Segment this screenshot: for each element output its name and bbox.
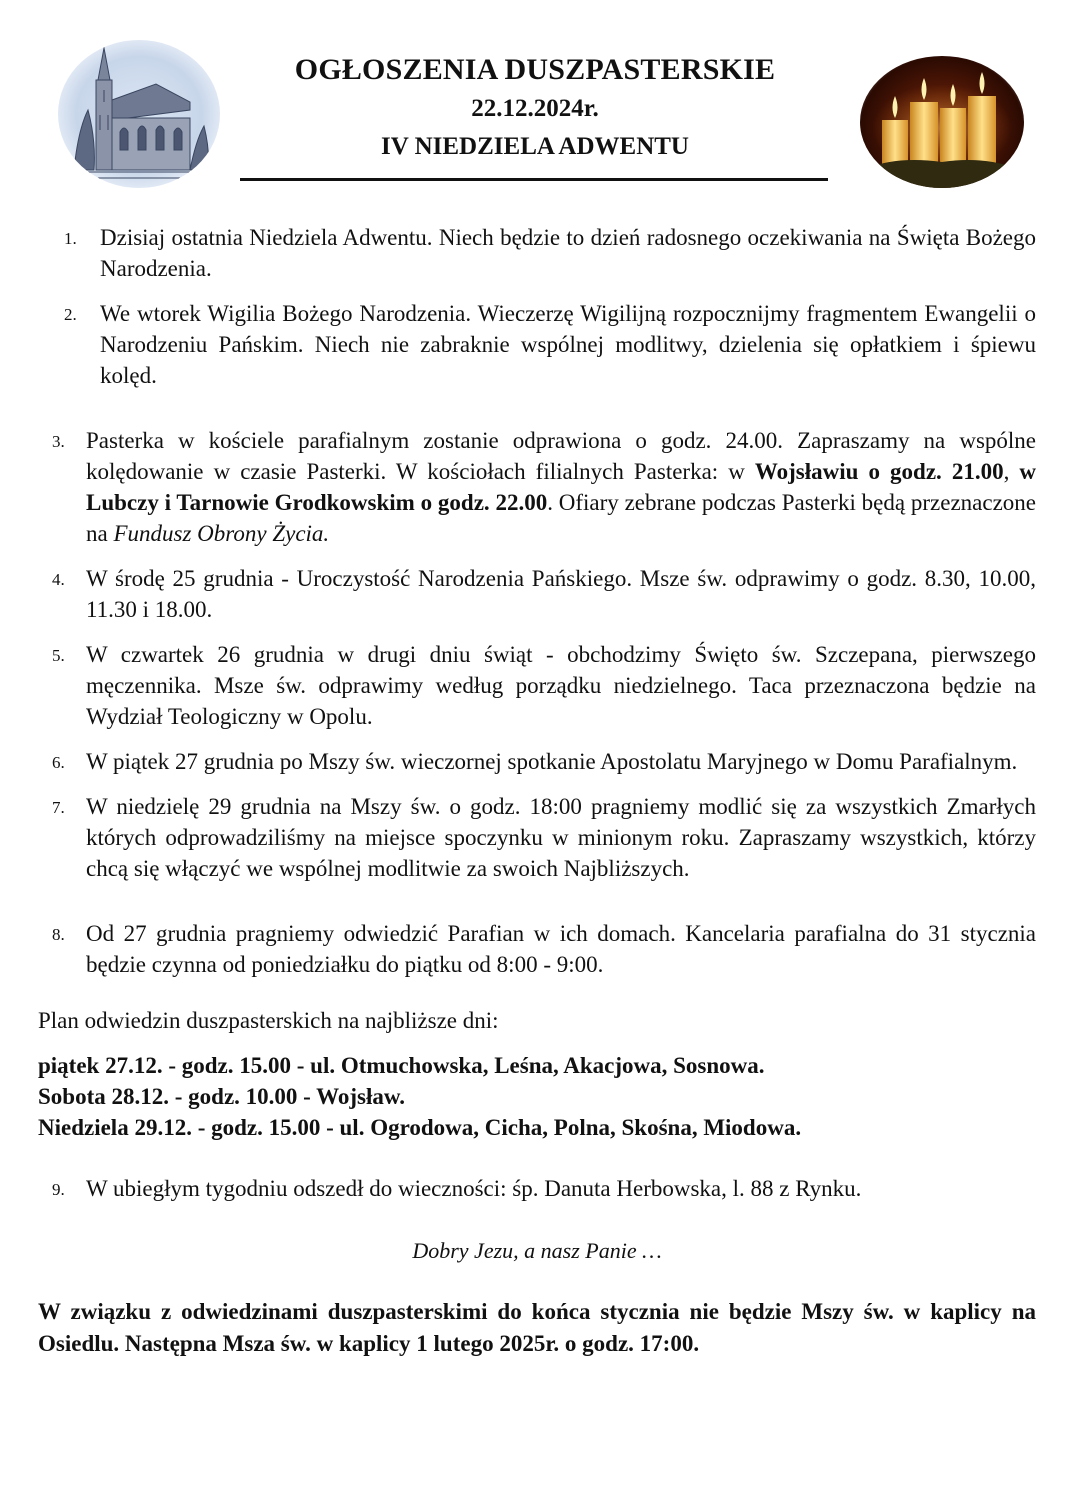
item-number: 2.	[64, 305, 77, 324]
item-number: 1.	[64, 229, 77, 248]
text-segment: W niedzielę 29 grudnia na Mszy św. o godz. 18:00 pragniemy modlić się za wszystkich Zmarłych których odprowadziliśmy na miejsce spoczynku w minionym roku. Zapraszamy wszystkich, którzy chcą się włączyć we wspólnej modlitwie za swoich Najbliższych.	[86, 794, 1036, 881]
item-text	[100, 298, 1036, 391]
visit-plan	[38, 1050, 1036, 1143]
text-segment: ,	[1003, 459, 1020, 484]
advent-candles-drawing	[860, 56, 1024, 188]
church-image	[58, 40, 220, 188]
item-text	[100, 222, 1036, 284]
visit-plan-intro: Plan odwiedzin duszpasterskich na najbliższe dni:	[38, 1008, 499, 1033]
announcement-item	[38, 298, 1036, 391]
closing-prayer: Dobry Jezu, a nasz Panie …	[412, 1238, 662, 1263]
item-text	[86, 639, 1036, 732]
item-number: 8.	[52, 925, 65, 944]
announcement-item	[38, 918, 1036, 980]
item-text	[86, 918, 1036, 980]
bold-text: w Lubczy i Tarnowie Grodkowskim o godz. 22.00	[86, 459, 1037, 515]
item-text	[86, 746, 1036, 777]
announcement-item	[38, 425, 1036, 549]
church-drawing	[58, 40, 220, 188]
announcement-item	[38, 746, 1036, 777]
item-number: 9.	[52, 1180, 65, 1199]
text-segment: . Ofiary zebrane podczas Pasterki będą przeznaczone na	[86, 490, 1036, 546]
announcement-item	[38, 222, 1036, 284]
bold-text: Wojsławiu o godz. 21.00	[754, 459, 1004, 484]
item-number: 7.	[52, 798, 65, 817]
item-number: 4.	[52, 570, 65, 589]
document-header	[240, 52, 830, 162]
announcement-item	[38, 563, 1036, 625]
text-segment: Dzisiaj ostatnia Niedziela Adwentu. Niech będzie to dzień radosnego oczekiwania na Święta Bożego Narodzenia.	[100, 225, 1036, 281]
item-text	[86, 791, 1036, 884]
item-text	[86, 563, 1036, 625]
announcement-list	[38, 222, 1036, 980]
text-segment: W czwartek 26 grudnia w drugi dniu świąt - obchodzimy Święto św. Szczepana, pierwszego męczennika. Msze św. odprawimy według porządku niedzielnego. Taca przeznaczona będzie na Wydział Teologiczny w Opolu.	[86, 642, 1036, 729]
visit-plan-line: Sobota 28.12. - godz. 10.00 - Wojsław.	[38, 1084, 405, 1109]
announcement-item	[38, 791, 1036, 884]
visit-plan-line: Niedziela 29.12. - godz. 15.00 - ul. Ogrodowa, Cicha, Polna, Skośna, Miodowa.	[38, 1115, 802, 1140]
item-number: 6.	[52, 753, 65, 772]
item-number: 5.	[52, 646, 65, 665]
item-text: W ubiegłym tygodniu odszedł do wieczności: śp. Danuta Herbowska, l. 88 z Rynku.	[86, 1176, 862, 1201]
item-number: 3.	[52, 432, 65, 451]
announcement-item	[38, 639, 1036, 732]
header-divider	[240, 178, 828, 181]
item-text	[86, 425, 1036, 549]
chapel-notice: W związku z odwiedzinami duszpasterskimi do końca stycznia nie będzie Mszy św. w kaplicy na Osiedlu. Następna Msza św. w kaplicy 1 lutego 2025r. o godz. 17:00.	[38, 1299, 1036, 1356]
announcements	[38, 222, 1036, 1360]
announcement-item	[38, 1173, 1036, 1204]
text-segment: W piątek 27 grudnia po Mszy św. wieczornej spotkanie Apostolatu Maryjnego w Domu Parafialnym.	[86, 749, 1018, 774]
document-date: 22.12.2024r.	[471, 95, 599, 122]
visit-plan-line: piątek 27.12. - godz. 15.00 - ul. Otmuchowska, Leśna, Akacjowa, Sosnowa.	[38, 1053, 765, 1078]
text-segment: Od 27 grudnia pragniemy odwiedzić Parafian w ich domach. Kancelaria parafialna do 31 stycznia będzie czynna od poniedziałku do piątku od 8:00 - 9:00.	[86, 921, 1036, 977]
document-title: OGŁOSZENIA DUSZPASTERSKIE	[294, 53, 776, 86]
candles-image	[860, 56, 1024, 188]
italic-text: Fundusz Obrony Życia.	[113, 521, 330, 546]
text-segment: Pasterka w kościele parafialnym zostanie odprawiona o godz. 24.00. Zapraszamy na wspólne kolędowanie w czasie Pasterki. W kościołach filialnych Pasterka: w	[86, 428, 1036, 484]
text-segment: W środę 25 grudnia - Uroczystość Narodzenia Pańskiego. Msze św. odprawimy o godz. 8.30, 10.00, 11.30 i 18.00.	[86, 566, 1036, 622]
document-subtitle: IV NIEDZIELA ADWENTU	[381, 133, 689, 160]
text-segment: We wtorek Wigilia Bożego Narodzenia. Wieczerzę Wigilijną rozpocznijmy fragmentem Ewangelii o Narodzeniu Pańskim. Niech nie zabraknie wspólnej modlitwy, dzielenia się opłatkiem i śpiewu kolęd.	[100, 301, 1036, 388]
